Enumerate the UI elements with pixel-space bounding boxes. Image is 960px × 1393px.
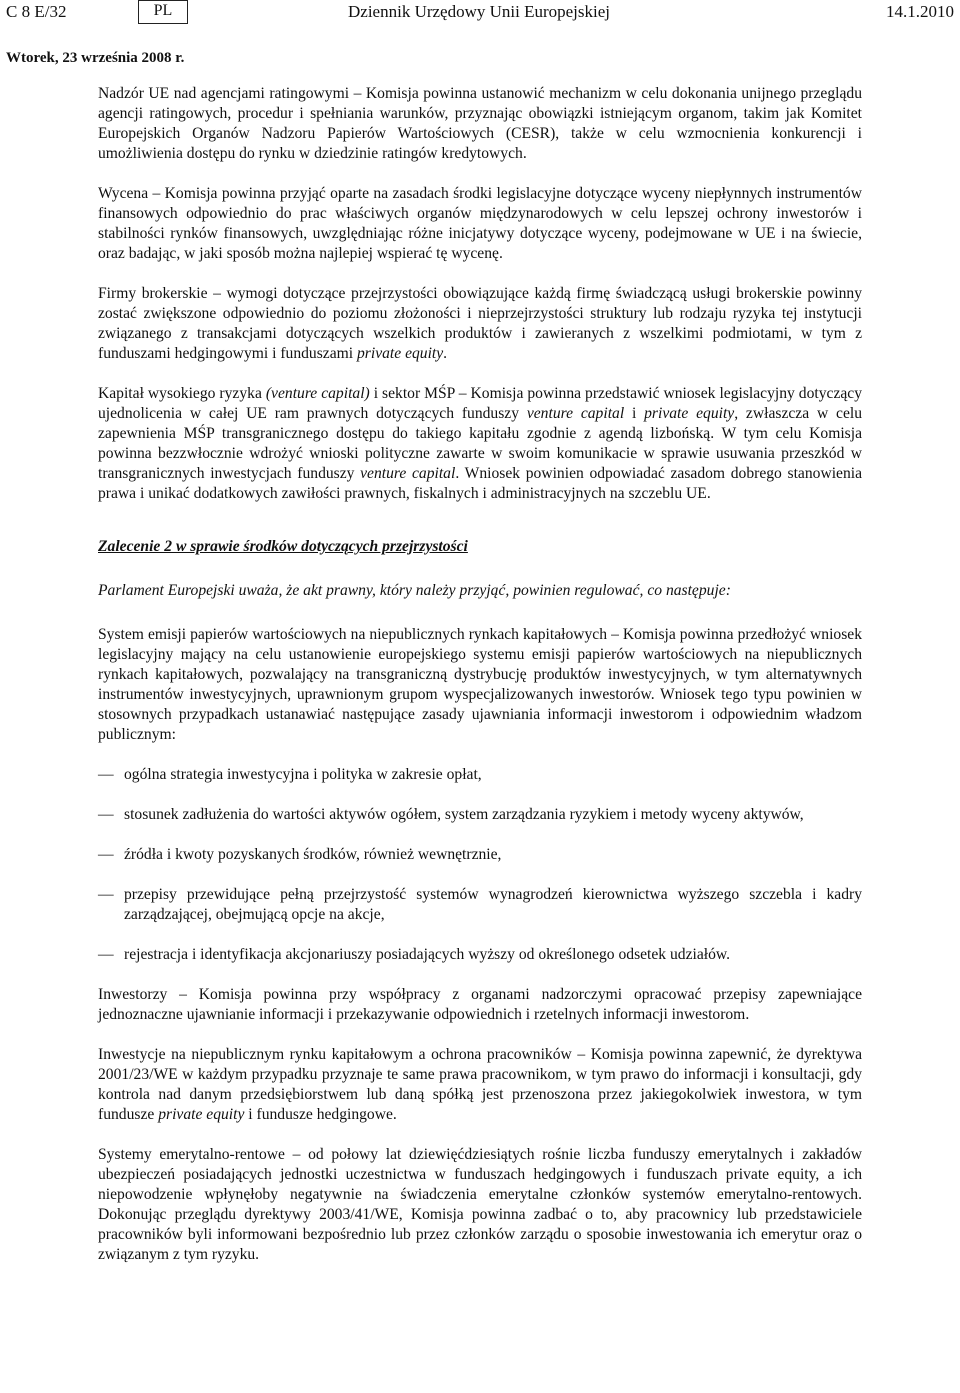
publication-date: 14.1.2010 — [886, 2, 954, 21]
dash-bullet: — — [98, 806, 114, 823]
paragraph-brokers: Firmy brokerskie – wymogi dotyczące przejrzystości obowiązujące każdą firmę świadczącą usługi brokerskie powinny zostać zwiększone odpowiednio do poziomu złożoności i nieprzejrzystości struktury lub rodzaju ryzyka tej instytucji związanego z transakcjami dotyczących wszelkich produktów i zawieranych z wszelkimi podmiotami, w tym z funduszami hedgingowymi i funduszami private equity. — [98, 285, 862, 362]
sitting-date: Wtorek, 23 września 2008 r. — [6, 50, 185, 66]
paragraph-issuance-system: System emisji papierów wartościowych na niepublicznych rynkach kapitałowych – Komisja powinna przedłożyć wniosek legislacyjny mający na celu ustanowienie europejskiego systemu emisji papierów wartościowych na niepublicznych rynkach kapitałowych, pozwalający na transgraniczną dystrybucję produktów inwestycyjnych, w tym alternatywnych instrumentów inwestycyjnych, uprawnionym grupom wyspecjalizowanych inwestorów. Wniosek tego typu powinien w stosownych przypadkach ustanawiać następujące zasady ujawniania informacji inwestorom i odpowiednim władzom publicznym: — [98, 626, 862, 743]
dash-bullet: — — [98, 886, 114, 903]
list-item: — przepisy przewidujące pełną przejrzystość systemów wynagrodzeń kierownictwa wyższego szczebla i kadry zarządzającej, obejmującą opcje na akcje, — [98, 886, 862, 923]
language-box: PL — [138, 0, 188, 24]
dash-bullet: — — [98, 946, 114, 963]
list-item: — ogólna strategia inwestycyjna i polityka w zakresie opłat, — [98, 766, 482, 783]
paragraph-investors: Inwestorzy – Komisja powinna przy współpracy z organami nadzorczymi opracować przepisy zapewniające jednoznaczne ujawnianie informacji i przekazywanie odpowiednich i rzetelnych informacji inwestorom. — [98, 986, 862, 1023]
paragraph-venture-capital: Kapitał wysokiego ryzyka (venture capital) i sektor MŚP – Komisja powinna przedstawić wniosek legislacyjny dotyczący ujednolicenia w całej UE ram prawnych dotyczących funduszy venture capital i private equity, zwłaszcza w celu zapewnienia MŚP transgranicznego dostępu do takiego kapitału zgodnie z agendą lizbońską. W tym celu Komisja powinna bezzwłocznie wdrożyć wnioski polityczne zawarte w swoim komunikacie w sprawie usuwania przeszkód w transgranicznych inwestycjach funduszy venture capital. Wniosek powinien odpowiadać zasadom dobrego stanowienia prawa i unikać dodatkowych zawiłości prawnych, fiskalnych i administracyjnych na szczeblu UE. — [98, 385, 863, 502]
disclosure-list — [98, 765, 862, 965]
list-item: — źródła i kwoty pozyskanych środków, również wewnętrznie, — [98, 846, 502, 863]
paragraph-valuation: Wycena – Komisja powinna przyjąć oparte na zasadach środki legislacyjne dotyczące wyceny niepłynnych instrumentów finansowych odpowiednio do prac właściwych organów międzynarodowych w celu lepszej ochrony inwestorów i stabilności rynków finansowych, uwzględniając różne inicjatywy dotyczące wyceny, podejmowane w UE i na świecie, oraz badając, w jaki sposób można najlepiej wspierać tę wycenę. — [98, 185, 862, 262]
paragraph-credit-rating: Nadzór UE nad agencjami ratingowymi – Komisja powinna ustanowić mechanizm w celu dokonania unijnego przeglądu agencji ratingowych, procedur i spełniania warunków, przyznając obowiązki istniejącym organom, takim jak Komitet Europejskich Organów Nadzoru Papierów Wartościowych (CESR), także w celu wzmocnienia konkurencji i umożliwienia dostępu do rynku w dziedzinie ratingów kredytowych. — [98, 85, 862, 162]
section-lead: Parlament Europejski uważa, że akt prawny, który należy przyjąć, powinien regulować, co następuje: — [98, 582, 731, 599]
list-item: — stosunek zadłużenia do wartości aktywów ogółem, system zarządzania ryzykiem i metody wyceny aktywów, — [98, 806, 804, 823]
journal-title: Dziennik Urzędowy Unii Europejskiej — [348, 2, 611, 21]
dash-bullet: — — [98, 846, 114, 863]
paragraph-pensions: Systemy emerytalno-rentowe – od połowy lat dziewięćdziesiątych rośnie liczba funduszy emerytalnych i zakładów ubezpieczeń posiadających jednostki uczestnictwa w funduszach hedgingowych i funduszach private equity, a ich niepowodzenie wpłynęłoby negatywnie na świadczenia emerytalne członków systemów emerytalno-rentowych. Dokonując przeglądu dyrektywy 2003/41/WE, Komisja powinna zadbać o to, aby pracownicy lub przedstawiciele pracowników byli informowani bezpośrednio lub przez członków zarządu o sposobie inwestowania ich emerytur oraz o związanym z tym ryzyku. — [98, 1146, 862, 1263]
page-header — [0, 0, 960, 28]
document-body — [98, 84, 862, 1265]
dash-bullet: — — [98, 766, 114, 783]
paragraph-workers: Inwestycje na niepublicznym rynku kapitałowym a ochrona pracowników – Komisja powinna zapewnić, że dyrektywa 2001/23/WE w każdym przypadku przyznaje te same prawa pracownikom, w tym prawo do informacji i konsultacji, gdy kontrola nad danym przedsiębiorstwem lub daną spółką jest przenoszona przez jakiegokolwiek inwestora, w tym fundusze private equity i fundusze hedgingowe. — [98, 1046, 862, 1123]
list-item: — rejestracja i identyfikacja akcjonariuszy posiadających wyższy od określonego odsetek udziałów. — [98, 946, 731, 963]
section-heading: Zalecenie 2 w sprawie środków dotyczących przejrzystości — [98, 538, 468, 555]
oj-reference: C 8 E/32 — [6, 2, 67, 21]
